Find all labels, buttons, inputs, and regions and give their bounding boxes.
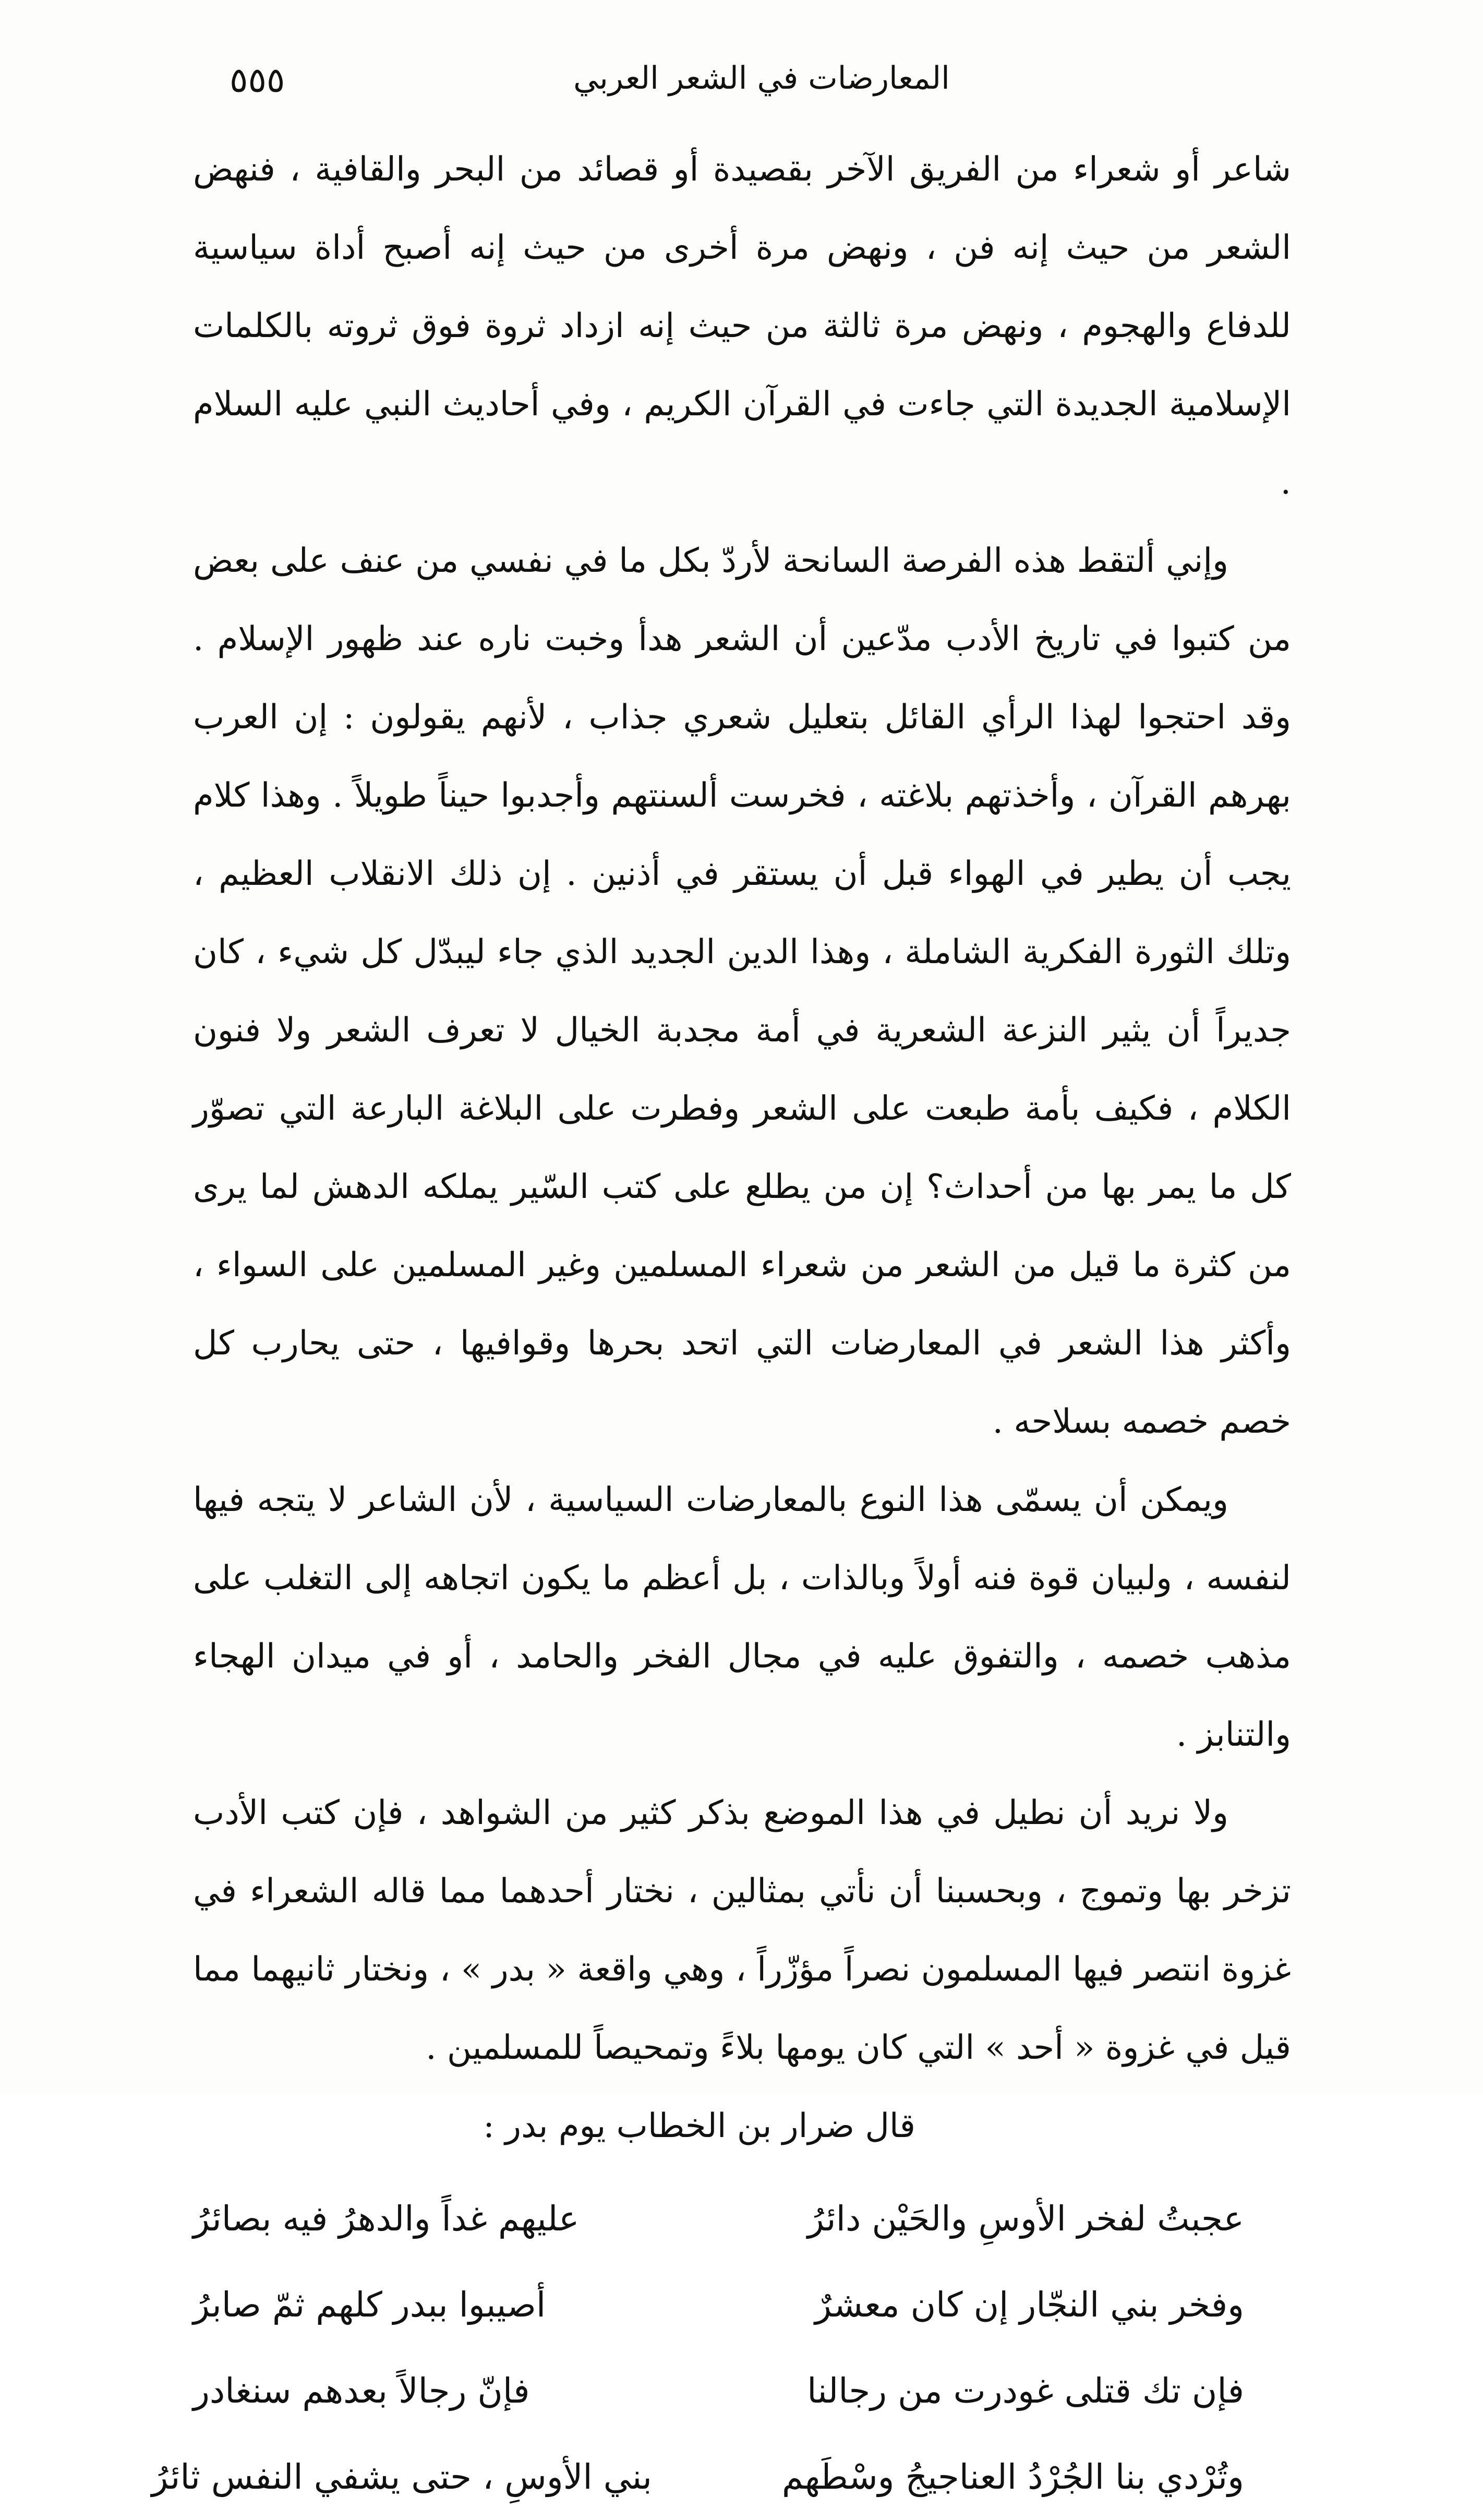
verse-first-hemistich: وتُرْدي بنا الجُرْدُ العناجيجُ وسْطَهم — [781, 2457, 1244, 2497]
verse — [193, 2348, 1291, 2434]
page-number: ٥٥٥ — [230, 60, 285, 100]
verse-first-hemistich: وفخر بني النجّار إن كان معشرٌ — [815, 2285, 1244, 2325]
verse — [193, 2262, 1291, 2348]
verse-second-hemistich: فإنّ رجالاً بعدهم سنغادر — [193, 2371, 530, 2411]
poem — [151, 2176, 1291, 2520]
page-header — [198, 50, 1273, 117]
paragraph-3: ويمكن أن يسمّى هذا النوع بالمعارضات السياسية ، لأن الشاعر لا يتجه فيها لنفسه ، ولبيان قوة فنه أولاً وبالذات ، بل أعظم ما يكون اتجاهه إلى التغلب على مذهب خصمه ، والتفوق عليه في مجال الفخر والحامد ، أو في ميدان الهجاء والتنابز . — [193, 1481, 1292, 1754]
verse-second-hemistich: أصيبوا ببدر كلهم ثمّ صابرُ — [193, 2285, 546, 2325]
paragraph-2: وإني ألتقط هذه الفرصة السانحة لأردّ بكل ما في نفسي من عنف على بعض من كتبوا في تاريخ الأدب مدّعين أن الشعر هدأ وخبت ناره عند ظهور الإسلام . وقد احتجوا لهذا الرأي القائل بتعليل شعري جذاب ، لأنهم يقولون : إن العرب بهرهم القرآن ، وأخذتهم بلاغته ، فخرست ألسنتهم وأجدبوا حيناً طويلاً . وهذا كلام يجب أن يطير في الهواء قبل أن يستقر في أذنين . إن ذلك الانقلاب العظيم ، وتلك الثورة الفكرية الشاملة ، وهذا الدين الجديد الذي جاء ليبدّل كل شيء ، كان جديراً أن يثير النزعة الشعرية في أمة مجدبة الخيال لا تعرف الشعر ولا فنون الكلام ، فكيف بأمة طبعت على الشعر وفطرت على البلاغة البارعة التي تصوّر كل ما يمر بها من أحداث؟ إن من يطلع على كتب السّير يملكه الدهش لما يرى من كثرة ما قيل من الشعر من شعراء المسلمين وغير المسلمين على السواء ، وأكثر هذا الشعر في المعارضات التي اتحد بحرها وقوافيها ، حتى يحارب كل خصم خصمه بسلاحه . — [193, 542, 1292, 1441]
verse — [151, 2434, 1291, 2520]
verse — [193, 2176, 1291, 2262]
body-text — [151, 130, 1292, 2520]
verse-first-hemistich: عجبتُ لفخر الأوسِ والحَيْن دائرُ — [807, 2199, 1244, 2239]
paragraph-4: ولا نريد أن نطيل في هذا الموضع بذكر كثير من الشواهد ، فإن كتب الأدب تزخر بها وتموج ، وبحسبنا أن نأتي بمثالين ، نختار أحدهما مما قاله الشعراء في غزوة انتصر فيها المسلمون نصراً مؤزّراً ، وهي واقعة « بدر » ، ونختار ثانيهما مما قيل في غزوة « أحد » التي كان يومها بلاءً وتمحيصاً للمسلمين . — [193, 1794, 1292, 2067]
poem-intro: قال ضرار بن الخطاب يوم بدر : — [483, 2107, 915, 2145]
paragraph-1: شاعر أو شعراء من الفريق الآخر بقصيدة أو قصائد من البحر والقافية ، فنهض الشعر من حيث إنه فن ، ونهض مرة أخرى من حيث إنه أصبح أداة سياسية للدفاع والهجوم ، ونهض مرة ثالثة من حيث إنه ازداد ثروة فوق ثروته بالكلمات الإسلامية الجديدة التي جاءت في القرآن الكريم ، وفي أحاديث النبي عليه السلام . — [193, 150, 1292, 502]
verse-second-hemistich: عليهم غداً والدهرُ فيه بصائرُ — [193, 2199, 580, 2239]
verse-second-hemistich: بني الأوسِ ، حتى يشفي النفس ثائرُ — [151, 2457, 652, 2497]
running-title: المعارضات في الشعر العربي — [573, 60, 950, 97]
verse-first-hemistich: فإن تك قتلى غودرت من رجالنا — [807, 2371, 1244, 2411]
